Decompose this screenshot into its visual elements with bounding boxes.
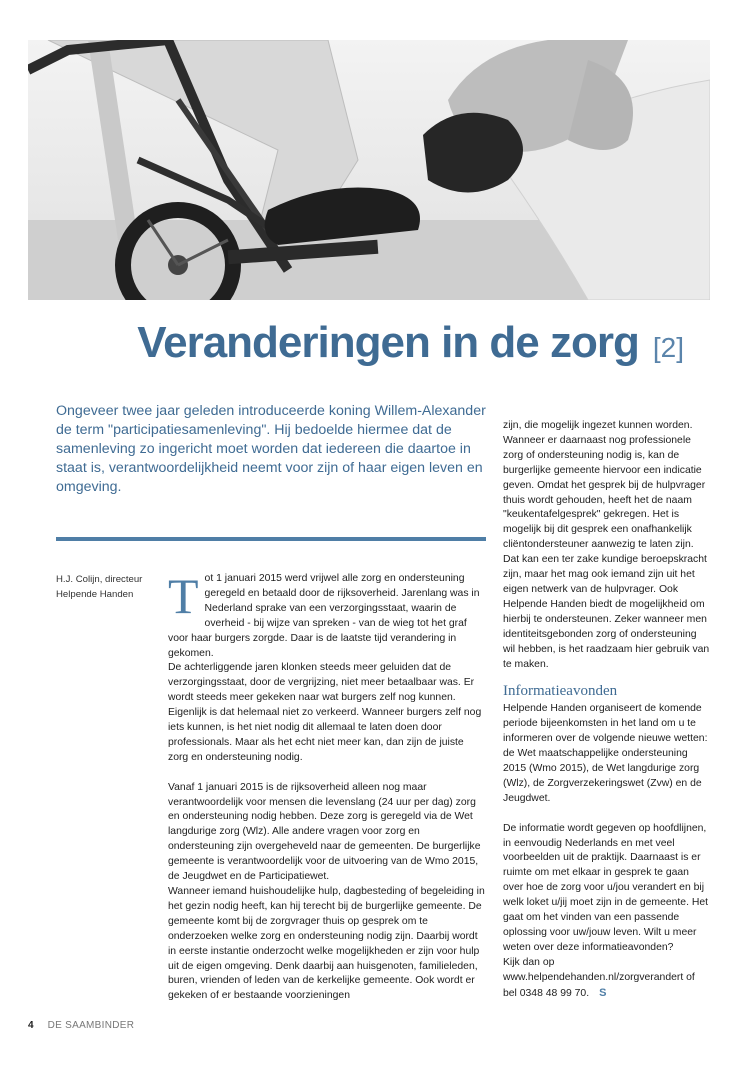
body-paragraph-6: Helpende Handen organiseert de komende periode bijeenkomsten in het land om u te informeren over de volgende nieuwe wetten: de Wet maatschappelijke ondersteuning 2015 (Wmo 2015), de Wet langdurige zorg (Wlz), de Zorgverzekeringswet (Zvw) en de Jeugdwet. <box>503 703 708 804</box>
title-text: Veranderingen in de zorg <box>137 318 639 367</box>
author-name: H.J. Colijn, directeur <box>56 574 143 585</box>
section-subheading: Informatieavonden <box>503 683 618 700</box>
author-byline <box>56 572 168 602</box>
dropcap: T <box>168 568 199 624</box>
intro-divider <box>56 537 486 541</box>
wheelchair-photo-illustration <box>28 40 710 300</box>
contact-text: Kijk dan op www.helpendehanden.nl/zorgverandert of bel 0348 48 99 70. <box>503 956 695 999</box>
body-paragraph-8 <box>503 956 711 1002</box>
article-column-2 <box>503 419 711 1002</box>
magazine-name: DE SAAMBINDER <box>47 1020 135 1031</box>
body-paragraph-5: zijn, die mogelijk ingezet kunnen worden. Wanneer er daarnaast nog professionele zorg of ondersteuning nodig is, kan de burgerlijke gemeente hiervoor een indicatie geven. Omdat het gesprek bij de hulpvrager thuis wordt gehouden, heeft het de naam "keukentafelgesprek" gekregen. Het is mogelijk bij dit gesprek een onafhankelijk cliëntondersteuner aanwezig te laten zijn. Dat kan een ter zake kundige beroepskracht zijn, maar het mag ook iemand zijn uit het eigen netwerk van de hulpvrager. Ook Helpende Handen biedt de mogelijkheid om hierbij te ondersteunen. Zeker wanneer men identiteitsgebonden zorg of ondersteuning wil hebben, is het raadzaam hier gebruik van te maken. <box>503 420 710 670</box>
end-mark-icon: S <box>599 986 607 999</box>
page-number: 4 <box>28 1020 34 1031</box>
page-title <box>0 318 684 368</box>
body-paragraph-7: De informatie wordt gegeven op hoofdlijnen, in eenvoudig Nederlands en met veel voorbeelden uit de praktijk. Daarnaast is er ruimte om met elkaar in gesprek te gaan over hoe de zorg voor u/jou verandert en bij welk loket u/jij moet zijn in de gemeente. Het gaat om het vinden van een passende oplossing voor uw/jouw leven. Wilt u meer weten over deze informatieavonden? <box>503 822 709 953</box>
body-paragraph-2: De achterliggende jaren klonken steeds meer geluiden dat de verzorgingsstaat, door de vergrijzing, niet meer betaalbaar was. Er wordt steeds meer gekeken naar wat burgers zelf nog kunnen. Eigenlijk is dat helemaal niet zo verkeerd. Wanneer burgers zelf nog iets kunnen, is het niet nodig dit allemaal te laten doen door professionals. Maar als het echt niet meer kan, dan zijn de juiste zorg en ondersteuning nodig. <box>168 662 482 763</box>
intro-paragraph: Ongeveer twee jaar geleden introduceerde koning Willem-Alexander de term "participatiesamenleving". Hij bedoelde hiermee dat de samenleving zo ingericht moet worden dat iedereen die daartoe in staat is, verantwoordelijkheid neemt voor zijn of haar eigen leven en omgeving. <box>56 403 486 495</box>
body-paragraph-4: Wanneer iemand huishoudelijke hulp, dagbesteding of begeleiding in het gezin nodig heeft, kan hij terecht bij de burgerlijke gemeente. De gemeente komt bij de zorgvrager thuis op gesprek om te onderzoeken welke zorg en ondersteuning nodig zijn. Daarbij wordt in eerste instantie onderzocht welke mogelijkheden er zijn voor hulp uit de eigen omgeving. Denk daarbij aan huisgenoten, familieleden, buren, vrienden of leden van de kerkelijke gemeente. Ook wordt er gekeken of er bestaande voorzieningen <box>168 886 485 1002</box>
author-organization: Helpende Handen <box>56 589 134 600</box>
body-paragraph-1-text: ot 1 januari 2015 werd vrijwel alle zorg en ondersteuning geregeld en betaald door de rijksoverheid. Jarenlang was in Nederland sprake van een verzorgingsstaat, waarin de overheid - bij wijze van spreken - van de wieg tot het graf voor haar burgers zorgde. Daar is de laatste tijd verandering in gekomen. <box>168 573 480 659</box>
title-number: [2] <box>652 332 684 363</box>
page-footer <box>28 1020 134 1031</box>
header-photo <box>28 40 710 300</box>
article-column-1 <box>168 568 486 1004</box>
body-paragraph-3: Vanaf 1 januari 2015 is de rijksoverheid alleen nog maar verantwoordelijk voor mensen die levenslang (24 uur per dag) zorg en ondersteuning nodig hebben. Deze zorg is geregeld via de Wet langdurige zorg (Wlz). Alle andere vragen voor zorg en ondersteuning zijn overgeheveld naar de gemeenten. De burgerlijke gemeente is verantwoordelijk voor de uitvoering van de Wmo 2015, de Jeugdwet en de Participatiewet. <box>168 781 481 883</box>
body-paragraph-1 <box>168 568 486 661</box>
